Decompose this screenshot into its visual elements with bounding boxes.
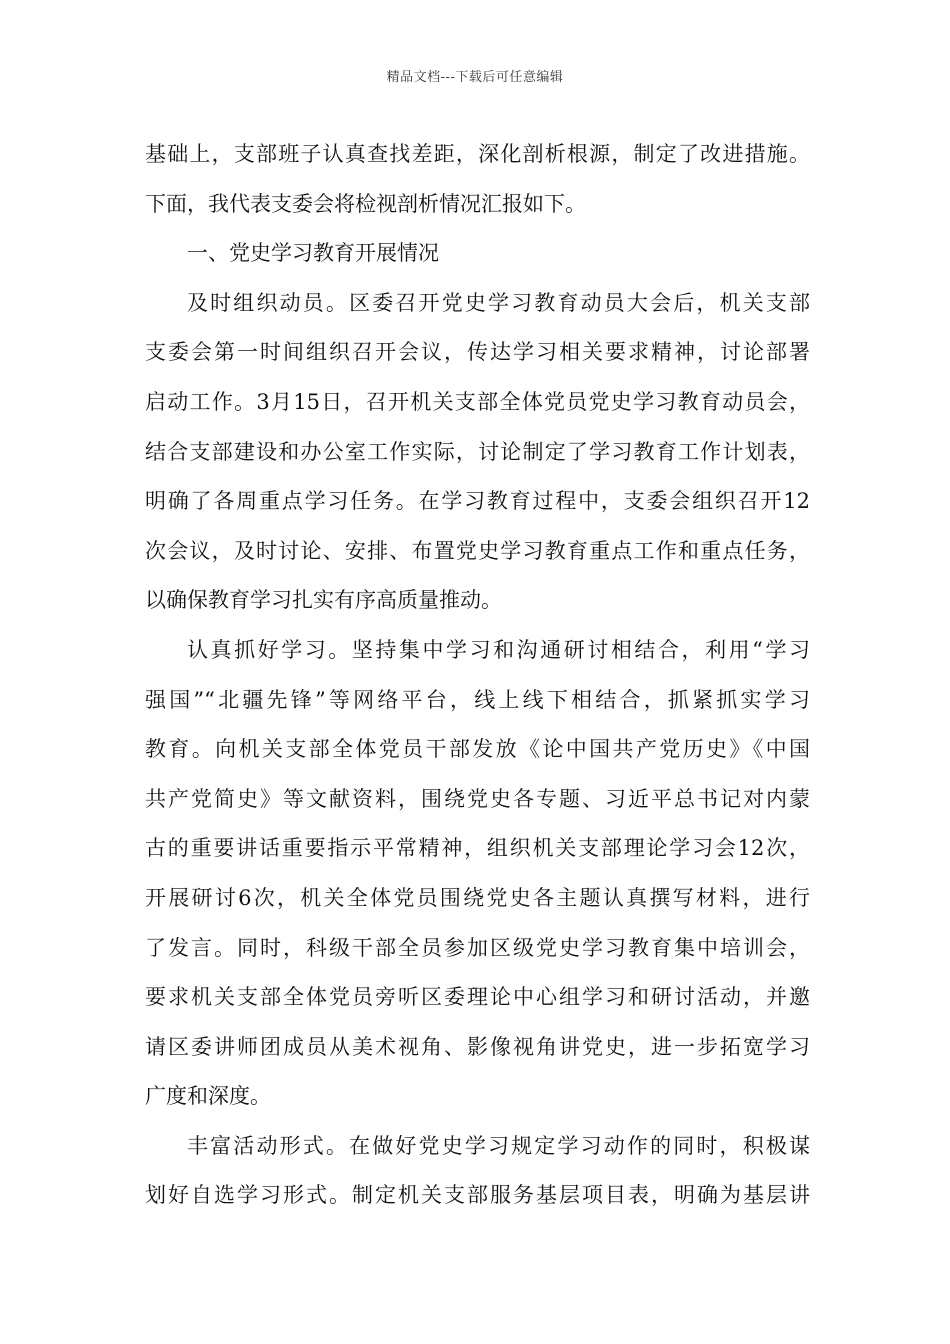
text-line: 以确保教育学习扎实有序高质量推动。 (145, 588, 502, 613)
text-line: 划好自选学习形式。制定机关支部服务基层项目表，明确为基层讲 (145, 1183, 810, 1208)
page-header: 精品文档---下载后可任意编辑 (386, 70, 564, 85)
text-line: 及时组织动员。区委召开党史学习教育动员大会后，机关支部 (187, 290, 810, 315)
text-line: 一、党史学习教育开展情况 (187, 241, 439, 266)
text-line: 结合支部建设和办公室工作实际，讨论制定了学习教育工作计划表， (145, 439, 810, 464)
text-line: 明确了各周重点学习任务。在学习教育过程中，支委会组织召开12 (145, 489, 810, 514)
text-line: 启动工作。3月15日，召开机关支部全体党员党史学习教育动员会， (145, 389, 810, 414)
text-line: 次会议，及时讨论、安排、布置党史学习教育重点工作和重点任务， (145, 538, 810, 563)
text-line: 请区委讲师团成员从美术视角、影像视角讲党史，进一步拓宽学习 (145, 1034, 810, 1059)
text-line: 基础上，支部班子认真查找差距，深化剖析根源，制定了改进措施。 (145, 142, 810, 166)
text-line: 教育。向机关支部全体党员干部发放《论中国共产党历史》《中国 (145, 737, 810, 762)
text-line: 开展研讨6次，机关全体党员围绕党史各主题认真撰写材料，进行 (145, 885, 810, 910)
text-line: 了发言。同时，科级干部全员参加区级党史学习教育集中培训会， (145, 935, 810, 960)
text-line: 支委会第一时间组织召开会议，传达学习相关要求精神，讨论部署 (145, 340, 810, 365)
text-line: 丰富活动形式。在做好党史学习规定学习动作的同时，积极谋 (187, 1133, 810, 1158)
text-line: 认真抓好学习。坚持集中学习和沟通研讨相结合，利用“学习 (187, 637, 810, 662)
text-line: 要求机关支部全体党员旁听区委理论中心组学习和研讨活动，并邀 (145, 985, 810, 1010)
text-line: 共产党简史》等文献资料，围绕党史各专题、习近平总书记对内蒙 (145, 786, 810, 811)
document-body (145, 130, 810, 1221)
text-line: 强国”“北疆先锋”等网络平台，线上线下相结合，抓紧抓实学习 (145, 687, 810, 712)
text-line: 古的重要讲话重要指示平常精神，组织机关支部理论学习会12次， (145, 836, 810, 861)
text-line: 广度和深度。 (145, 1084, 271, 1109)
text-line: 下面，我代表支委会将检视剖析情况汇报如下。 (145, 191, 586, 216)
